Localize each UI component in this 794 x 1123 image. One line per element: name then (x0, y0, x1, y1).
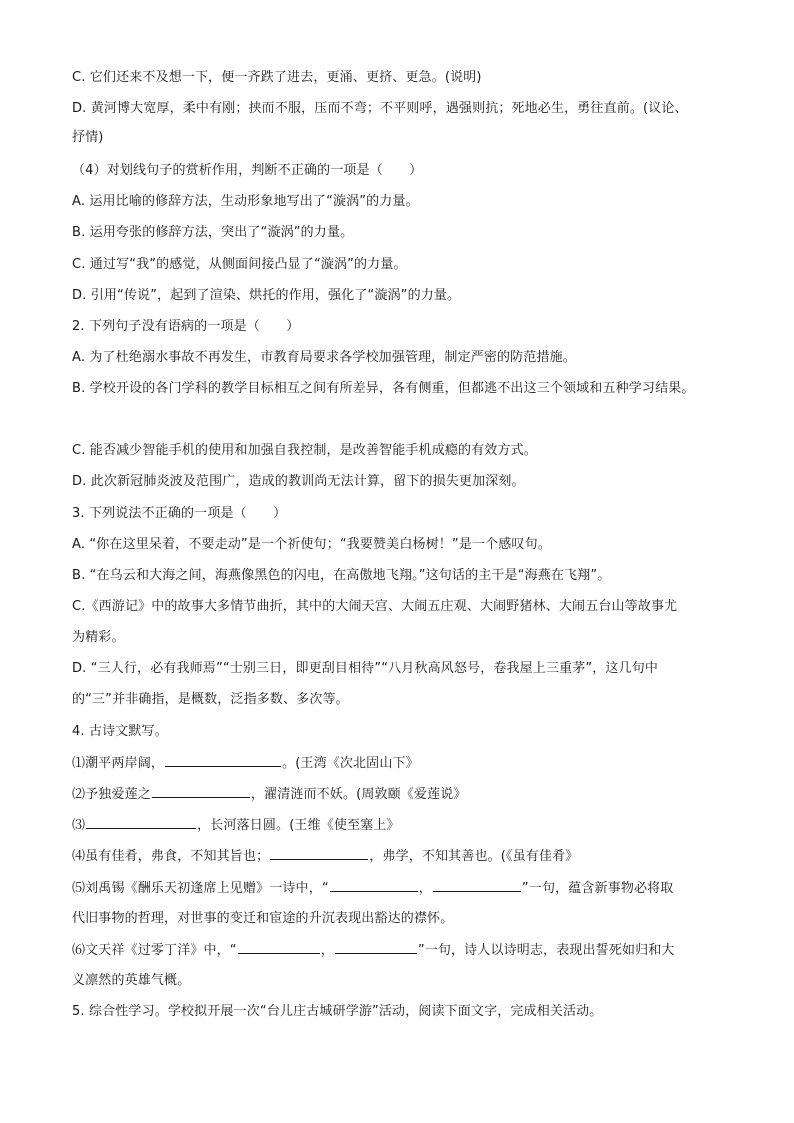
answer-blank[interactable] (152, 784, 250, 798)
answer-blank[interactable] (86, 815, 196, 829)
option-d-line-cont: 抒情) (72, 130, 104, 145)
option-a-line: A. “你在这里呆着，不要走动”是一个祈使句；“我要赞美白杨树！”是一个感叹句。 (72, 537, 551, 552)
option-c-line: C. 通过写“我”的感觉，从侧面间接凸显了“漩涡”的力量。 (72, 257, 407, 272)
option-d-line: D. “三人行，必有我师焉”“士别三日，即更刮目相待”“八月秋高风怒号，卷我屋上三重茅”，这几句中 (72, 661, 659, 676)
fill-text: 。(王湾《次北固山下》 (282, 756, 419, 771)
option-a-line: A. 运用比喻的修辞方法，生动形象地写出了“漩涡”的力量。 (72, 194, 419, 209)
question-4: 4. 古诗文默写。 (72, 724, 168, 739)
option-b-line: B. “在乌云和大海之间，海燕像黑色的闪电，在高傲地飞翔。”这句话的主干是“海燕在飞翔”。 (72, 568, 611, 583)
fill-text: ，长河落日圆。(王维《使至塞上》 (197, 818, 400, 833)
fill-item-2 (72, 784, 732, 805)
question-4-sub: （4）对划线句子的赏析作用，判断不正确的一项是（ ） (72, 163, 423, 178)
fill-item-5 (72, 878, 732, 899)
option-c-line: C. 能否减少智能手机的使用和加强自我控制，是改善智能手机成瘾的有效方式。 (72, 443, 537, 458)
answer-blank[interactable] (238, 940, 320, 954)
option-b-line: B. 运用夸张的修辞方法，突出了“漩涡”的力量。 (72, 225, 354, 240)
fill-text: ， (320, 943, 334, 958)
fill-text: ”一句，诗人以诗明志，表现出誓死如归和大 (417, 943, 675, 958)
option-a-line: A. 为了杜绝溺水事故不再发生，市教育局要求各学校加强管理，制定严密的防范措施。 (72, 350, 576, 365)
fill-item-6-cont: 义凛然的英雄气概。 (72, 973, 191, 988)
fill-text: ⑸刘禹锡《酬乐天初逢席上见赠》一诗中，“ (72, 881, 329, 896)
fill-item-5-cont: 代旧事物的哲理，对世事的变迁和宦途的升沉表现出豁达的襟怀。 (72, 911, 454, 926)
fill-text: ⑴潮平两岸阔， (72, 756, 165, 771)
fill-item-1 (72, 753, 732, 774)
fill-text: ，弗学，不知其善也。(《虽有佳肴》 (369, 849, 579, 864)
answer-blank[interactable] (165, 753, 281, 767)
option-d-line: D. 黄河博大宽厚，柔中有刚；挟而不服，压而不弯；不平则呼，遇强则抗；死地必生，勇往直前。(议论、 (72, 101, 688, 116)
option-b-line: B. 学校开设的各门学科的教学目标相互之间有所差异，各有侧重，但都逃不出这三个领域和五种学习结果。 (72, 381, 695, 396)
option-d-line: D. 此次新冠肺炎波及范围广，造成的教训尚无法计算，留下的损失更加深刻。 (72, 474, 525, 489)
option-c-line: C.《西游记》中的故事大多情节曲折，其中的大闹天宫、大闹五庄观、大闹野猪林、大闹五台山等故事尤 (72, 599, 678, 614)
answer-blank[interactable] (270, 846, 368, 860)
answer-blank[interactable] (330, 878, 418, 892)
question-5: 5. 综合性学习。学校拟开展一次“台儿庄古城研学游”活动，阅读下面文字，完成相关活动。 (72, 1004, 603, 1019)
fill-text: ”一句，蕴含新事物必将取 (521, 881, 674, 896)
option-d-line-cont: 的“三”并非确指，是概数，泛指多数、多次等。 (72, 692, 349, 707)
option-c-line-cont: 为精彩。 (72, 630, 125, 645)
fill-item-4 (72, 846, 732, 867)
fill-text: ⑵予独爱莲之 (72, 787, 151, 802)
answer-blank[interactable] (335, 940, 417, 954)
fill-text: ⑹文天祥《过零丁洋》中，“ (72, 943, 237, 958)
option-c-line: C. 它们还来不及想一下，便一齐跌了进去，更涌、更挤、更急。(说明) (72, 70, 482, 85)
answer-blank[interactable] (433, 878, 521, 892)
question-3: 3. 下列说法不正确的一项是（ ） (72, 506, 287, 521)
question-2: 2. 下列句子没有语病的一项是（ ） (72, 319, 300, 334)
fill-text: ⑷虽有佳肴，弗食，不知其旨也； (72, 849, 270, 864)
fill-text: ，濯清涟而不妖。(周敦颐《爱莲说》 (250, 787, 467, 802)
fill-item-6 (72, 940, 732, 961)
fill-text: ， (418, 881, 432, 896)
fill-text: ⑶ (72, 818, 86, 833)
option-d-line: D. 引用“传说”，起到了渲染、烘托的作用，强化了“漩涡”的力量。 (72, 288, 461, 303)
fill-item-3 (72, 815, 732, 836)
